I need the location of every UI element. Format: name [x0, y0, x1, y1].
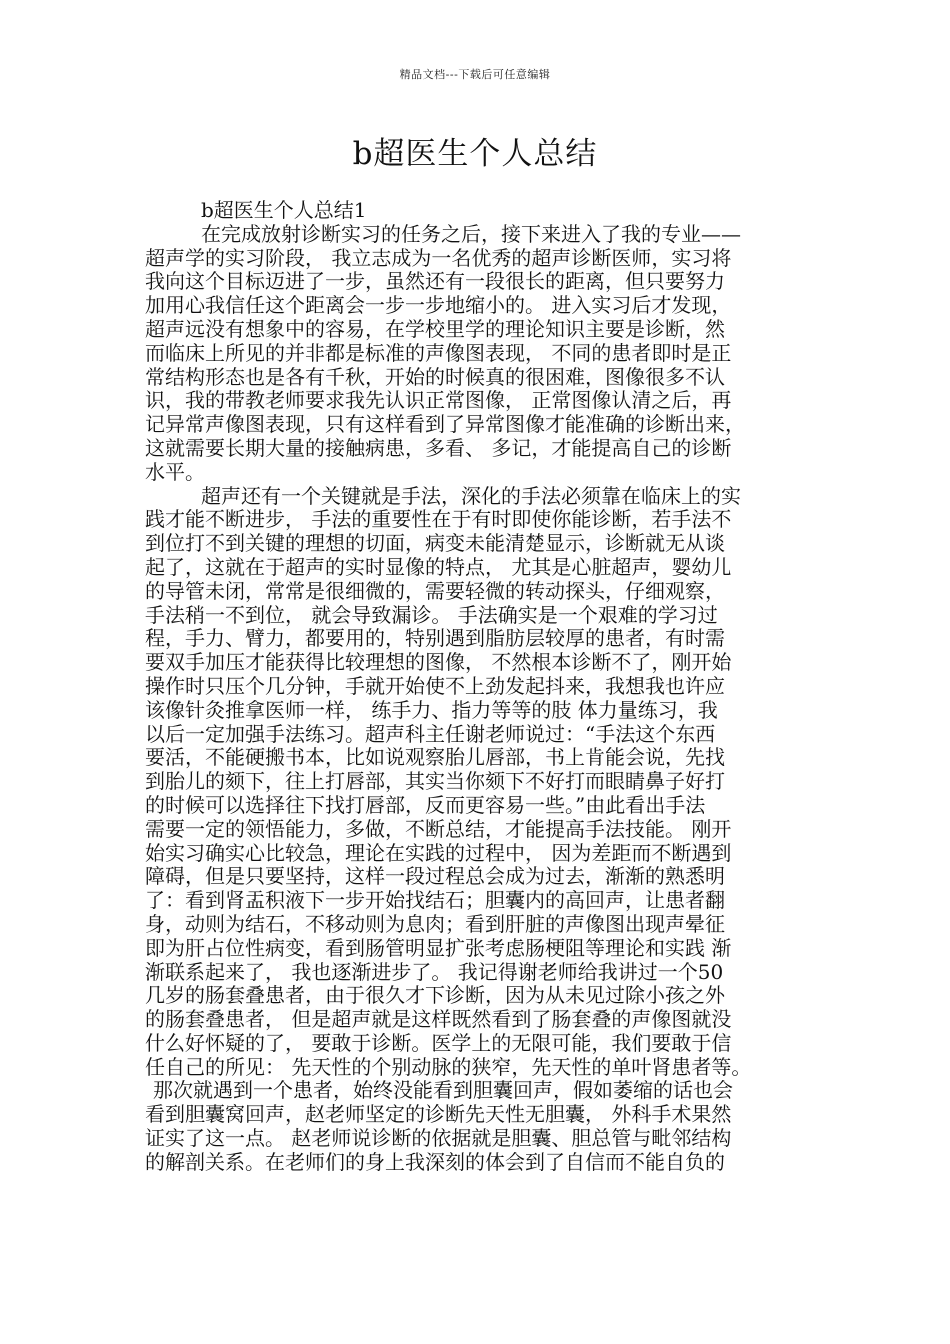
body-line: 超声还有一个关键就是手法，深化的手法必须靠在临床上的实 [201, 484, 741, 508]
body-line: 几岁的肠套叠患者，由于很久才下诊断，因为从未见过除小孩之外 [145, 984, 725, 1008]
body-line: 要活，不能硬搬书本，比如说观察胎儿唇部，书上肯能会说，先找 [145, 746, 725, 770]
body-line: 即为肝占位性病变，看到肠管明显扩张考虑肠梗阻等理论和实践 渐 [145, 936, 732, 960]
body-line: 什么好怀疑的了， 要敢于诊断。医学上的无限可能，我们要敢于信 [145, 1031, 732, 1055]
body-line: 到胎儿的颏下，往上打唇部，其实当你颏下不好打而眼睛鼻子好打 [145, 770, 725, 794]
body-line: 超声远没有想象中的容易，在学校里学的理论知识主要是诊断，然 [145, 317, 725, 341]
body-line: 需要一定的领悟能力，多做，不断总结，才能提高手法技能。 刚开 [145, 817, 732, 841]
body-line: 起了，这就在于超声的实时显像的特点， 尤其是心脏超声，婴幼儿 [145, 555, 732, 579]
body-line: 任自己的所见： 先天性的个别动脉的狭窄，先天性的单叶肾患者等。 [145, 1055, 752, 1079]
body-line: 看到胆囊窝回声，赵老师坚定的诊断先天性无胆囊， 外科手术果然 [145, 1103, 732, 1127]
body-line: 那次就遇到一个患者，始终没能看到胆囊回声，假如萎缩的话也会 [153, 1079, 733, 1103]
body-line: 要双手加压才能获得比较理想的图像， 不然根本诊断不了，刚开始 [145, 651, 732, 675]
body-line: 以后一定加强手法练习。超声科主任谢老师说过：“手法这个东西 [145, 722, 716, 746]
body-line: 识，我的带教老师要求我先认识正常图像， 正常图像认清之后，再 [145, 389, 732, 413]
body-line: 的时候可以选择往下找打唇部，反而更容易一些。”由此看出手法 [145, 793, 706, 817]
body-line: 在完成放射诊断实习的任务之后，接下来进入了我的专业—— [201, 222, 741, 246]
body-line: 我向这个目标迈进了一步，虽然还有一段很长的距离，但只要努力 [145, 270, 725, 294]
body-line: 操作时只压个几分钟，手就开始使不上劲发起抖来，我想我也许应 [145, 674, 725, 698]
body-line: 水平。 [145, 460, 205, 484]
body-line: 这就需要长期大量的接触病患，多看、 多记，才能提高自己的诊断 [145, 436, 732, 460]
header-note: 精品文档---下载后可任意编辑 [399, 68, 551, 81]
body-line: 记异常声像图表现，只有这样看到了异常图像才能准确的诊断出来， [145, 413, 745, 437]
body-line: 的肠套叠患者， 但是超声就是这样既然看到了肠套叠的声像图就没 [145, 1008, 732, 1032]
body-line: 了：看到肾盂积液下一步开始找结石；胆囊内的高回声，让患者翻 [145, 889, 725, 913]
body-line: 手法稍一不到位， 就会导致漏诊。 手法确实是一个艰难的学习过 [145, 603, 718, 627]
body-line: 障碍，但是只要坚持，这样一段过程总会成为过去，渐渐的熟悉明 [145, 865, 725, 889]
body-line: 常结构形态也是各有千秋，开始的时候真的很困难，图像很多不认 [145, 365, 725, 389]
body-line: 而临床上所见的并非都是标准的声像图表现， 不同的患者即时是正 [145, 341, 732, 365]
body-line: 的导管未闭，常常是很细微的，需要轻微的转动探头，仔细观察， [145, 579, 725, 603]
section-heading: b超医生个人总结1 [201, 199, 367, 222]
body-line: 该像针灸推拿医师一样， 练手力、指力等等的肢 体力量练习，我 [145, 698, 718, 722]
document-title: b超医生个人总结 [352, 136, 598, 172]
body-line: 加用心我信任这个距离会一步一步地缩小的。 进入实习后才发现， [145, 294, 732, 318]
body-line: 程，手力、臂力，都要用的，特别遇到脂肪层较厚的患者，有时需 [145, 627, 725, 651]
body-line: 始实习确实心比较急，理论在实践的过程中， 因为差距而不断遇到 [145, 841, 732, 865]
document-body [145, 199, 817, 1175]
body-line: 超声学的实习阶段， 我立志成为一名优秀的超声诊断医师，实习将 [145, 246, 732, 270]
body-line: 到位打不到关键的理想的切面，病变未能清楚显示，诊断就无从谈 [145, 532, 725, 556]
body-line: 的解剖关系。在老师们的身上我深刻的体会到了自信而不能自负的 [145, 1150, 725, 1174]
body-line: 践才能不断进步， 手法的重要性在于有时即使你能诊断，若手法不 [145, 508, 732, 532]
body-line: 渐联系起来了， 我也逐渐进步了。 我记得谢老师给我讲过一个50 [145, 960, 724, 984]
body-line: 身，动则为结石，不移动则为息肉；看到肝脏的声像图出现声晕征 [145, 912, 725, 936]
body-line: 证实了这一点。 赵老师说诊断的依据就是胆囊、胆总管与毗邻结构 [145, 1127, 732, 1151]
